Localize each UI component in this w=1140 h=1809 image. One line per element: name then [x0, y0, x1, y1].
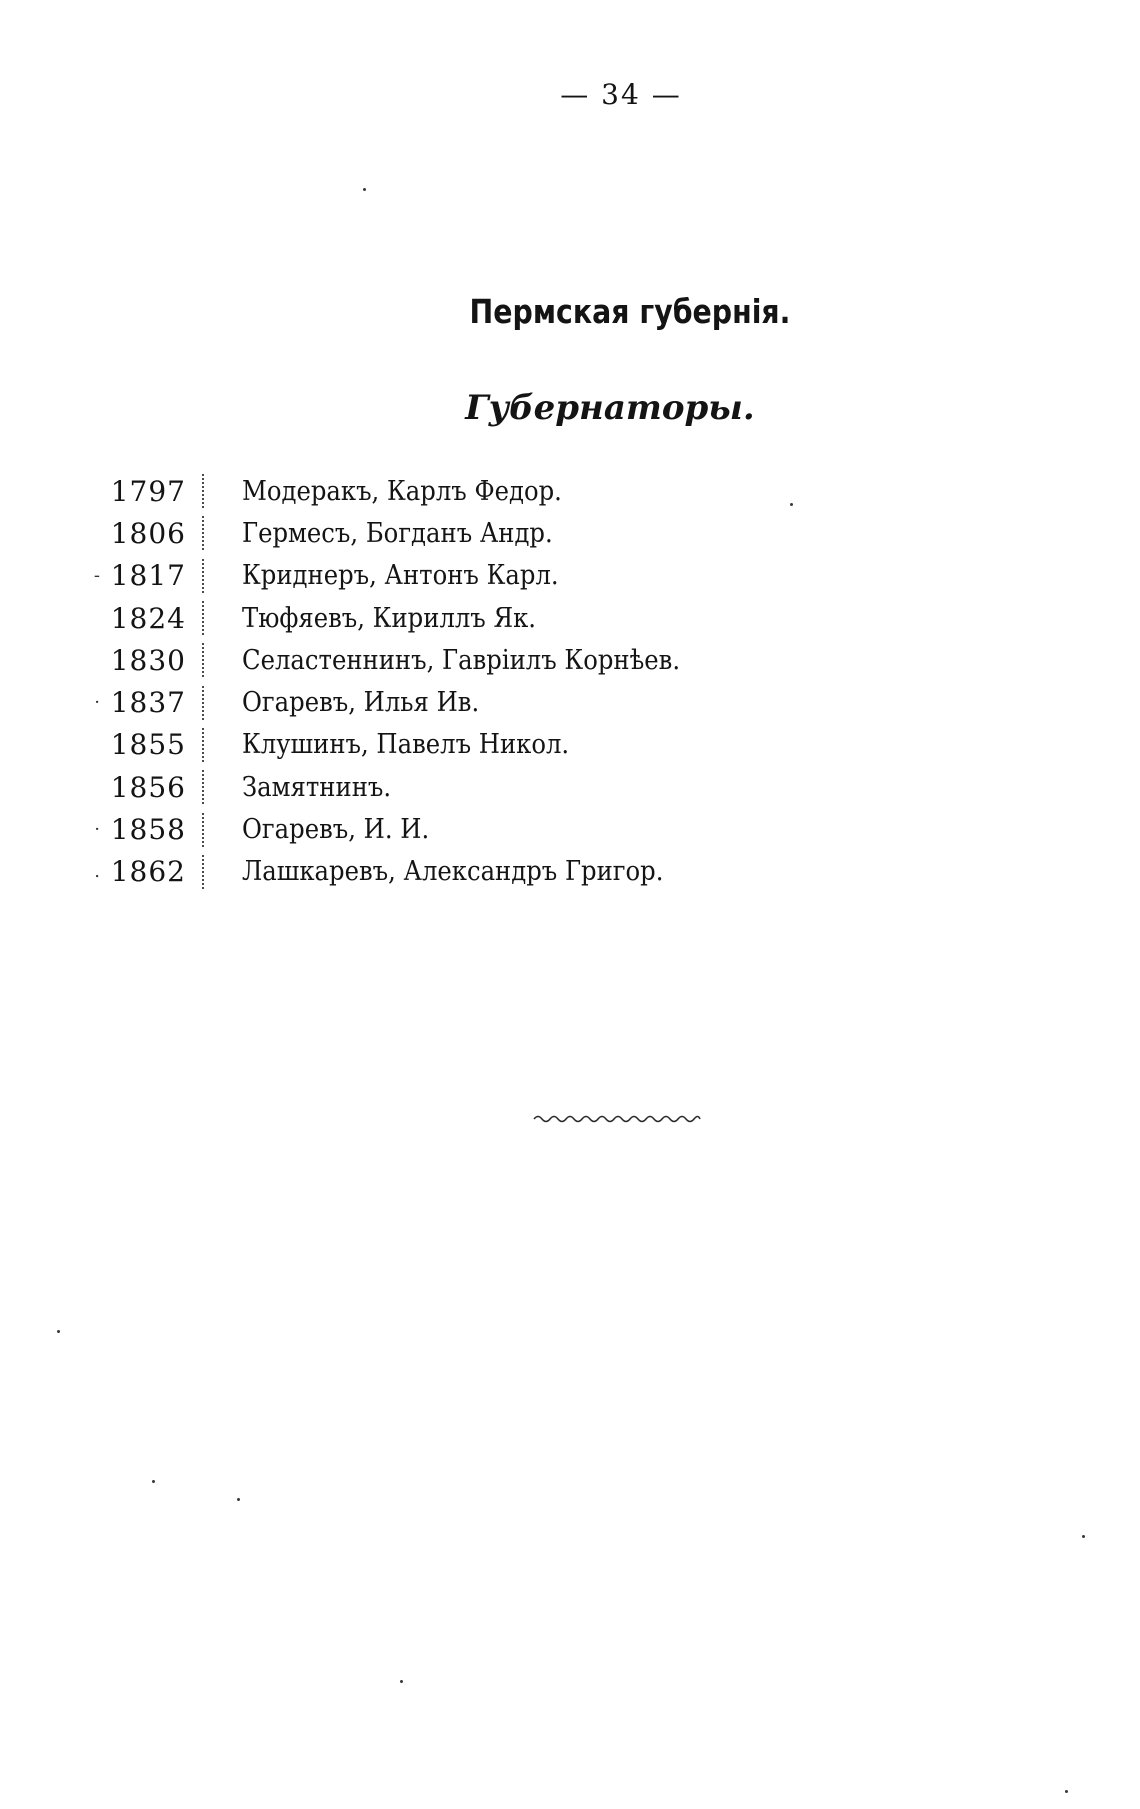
column-separator [202, 770, 206, 804]
column-separator [202, 813, 206, 847]
governor-row [60, 851, 820, 893]
governor-name: Тюфяевъ, Кириллъ Як. [242, 602, 537, 634]
governor-list [60, 470, 820, 893]
row-mark: · [94, 819, 100, 841]
column-separator [202, 559, 206, 593]
governor-row [60, 470, 820, 512]
governor-name: Огаревъ, И. И. [242, 814, 430, 846]
governor-row [60, 597, 820, 639]
governor-row [60, 724, 820, 766]
governor-row [60, 681, 820, 723]
paper-speck [363, 188, 366, 191]
governor-name: Лашкаревъ, Александръ Григор. [242, 856, 664, 888]
row-mark: . [94, 861, 100, 883]
governor-row [60, 808, 820, 850]
governor-name: Селастеннинъ, Гавріилъ Корнѣев. [242, 644, 681, 676]
governor-year: 1858 [110, 813, 186, 847]
section-title: Пермская губернія. [469, 292, 791, 331]
paper-speck [57, 1330, 60, 1333]
page-number: — 34 — [560, 78, 682, 111]
governor-year: 1862 [110, 855, 186, 889]
governor-year: 1817 [110, 559, 186, 593]
governor-row [60, 766, 820, 808]
governor-year: 1855 [110, 728, 186, 762]
column-separator [202, 728, 206, 762]
governor-year: 1856 [110, 770, 186, 804]
governor-year: 1797 [110, 474, 186, 508]
paper-speck [1065, 1790, 1068, 1793]
governor-row [60, 555, 820, 597]
governor-name: Клушинъ, Павелъ Никол. [242, 729, 570, 761]
column-separator [202, 855, 206, 889]
wavy-divider-ornament [532, 1112, 702, 1126]
governor-row [60, 639, 820, 681]
governor-year: 1806 [110, 516, 186, 550]
row-mark: - [93, 565, 100, 587]
governor-name: Криднеръ, Антонъ Карл. [242, 560, 559, 592]
column-separator [202, 643, 206, 677]
paper-speck [1082, 1535, 1085, 1538]
governor-name: Модеракъ, Карлъ Федор. [242, 475, 562, 507]
paper-speck [400, 1680, 403, 1683]
paper-speck [237, 1498, 240, 1501]
governor-name: Замятнинъ. [242, 771, 392, 803]
section-subtitle: Губернаторы. [465, 388, 755, 428]
governor-year: 1830 [110, 643, 186, 677]
column-separator [202, 474, 206, 508]
paper-speck [790, 503, 793, 506]
governor-year: 1837 [110, 686, 186, 720]
paper-speck [152, 1480, 155, 1483]
column-separator [202, 601, 206, 635]
governor-row [60, 512, 820, 554]
governor-name: Огаревъ, Илья Ив. [242, 687, 480, 719]
row-mark: · [94, 692, 100, 714]
governor-year: 1824 [110, 601, 186, 635]
governor-name: Гермесъ, Богданъ Андр. [242, 517, 553, 549]
column-separator [202, 686, 206, 720]
column-separator [202, 516, 206, 550]
